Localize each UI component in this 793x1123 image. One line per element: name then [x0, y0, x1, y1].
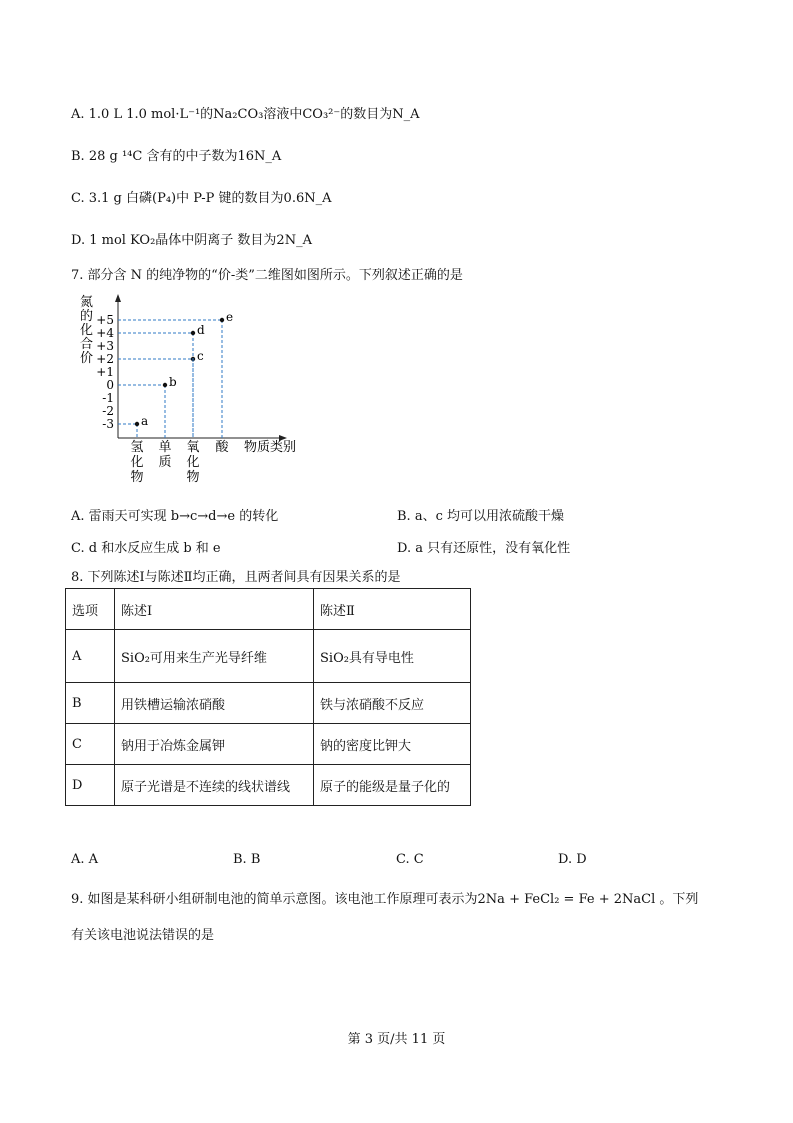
- data-point: [220, 318, 224, 322]
- table-cell: D: [66, 765, 115, 806]
- x-tick-label-char: 氢: [130, 440, 144, 455]
- table-row: [66, 630, 471, 683]
- option-7b: B. a、c 均可以用浓硫酸干燥: [397, 509, 564, 524]
- question-9-stem-line1: 9. 如图是某科研小组研制电池的简单示意图。该电池工作原理可表示为2Na + FeCl₂ = Fe + 2NaCl 。下列: [71, 892, 699, 907]
- option-7a: A. 雷雨天可实现 b→c→d→e 的转化: [71, 509, 279, 524]
- y-tick-label: 0: [106, 378, 114, 392]
- data-point-label: d: [197, 323, 205, 337]
- question-9-stem-line2: 有关该电池说法错误的是: [71, 928, 215, 943]
- statement-table: [65, 588, 471, 806]
- table-row: [66, 683, 471, 724]
- option-6a: A. 1.0 L 1.0 mol·L⁻¹的Na₂CO₃溶液中CO₃²⁻的数目为N_A: [71, 107, 420, 122]
- option-8c: C. C: [396, 852, 424, 867]
- option-8a: A. A: [71, 852, 99, 867]
- y-tick-label: +5: [96, 313, 114, 327]
- data-point-label: c: [197, 349, 204, 363]
- option-6d: D. 1 mol KO₂晶体中阴离子 数目为2N_A: [71, 233, 312, 248]
- question-7-stem: 7. 部分含 N 的纯净物的“价-类”二维图如图所示。下列叙述正确的是: [71, 268, 463, 283]
- table-header-cell: 陈述Ⅱ: [314, 589, 471, 630]
- table-cell: C: [66, 724, 115, 765]
- data-point-label: a: [141, 414, 149, 428]
- option-7d: D. a 只有还原性，没有氧化性: [397, 541, 571, 556]
- y-axis-label-char: 化: [80, 323, 94, 338]
- table-row: [66, 765, 471, 806]
- table-cell: 钠的密度比钾大: [314, 724, 471, 765]
- table-cell: 铁与浓硝酸不反应: [314, 683, 471, 724]
- option-8d: D. D: [558, 852, 587, 867]
- y-tick-label: +4: [96, 326, 114, 340]
- table-cell: 用铁槽运输浓硝酸: [115, 683, 314, 724]
- x-tick-label-char: 物: [130, 470, 144, 485]
- x-tick-label-char: 氧: [186, 440, 200, 455]
- y-tick-label: -2: [102, 404, 114, 418]
- y-axis-label-char: 价: [80, 351, 94, 366]
- table-cell: SiO₂可用来生产光导纤维: [115, 630, 314, 683]
- table-header-row: [66, 589, 471, 630]
- x-tick-label-char: 化: [130, 455, 144, 470]
- table-cell: SiO₂具有导电性: [314, 630, 471, 683]
- y-axis-label-char: 合: [80, 337, 94, 352]
- table-header-cell: 选项: [66, 589, 115, 630]
- question-8-stem: 8. 下列陈述Ⅰ与陈述Ⅱ均正确，且两者间具有因果关系的是: [71, 570, 401, 585]
- y-tick-label: +3: [96, 339, 114, 353]
- x-tick-label-char: 化: [186, 455, 200, 470]
- y-tick-label: -1: [102, 391, 114, 405]
- data-point-label: e: [226, 310, 234, 324]
- x-tick-label-char: 单: [158, 440, 172, 455]
- option-6c: C. 3.1 g 白磷(P₄)中 P-P 键的数目为0.6N_A: [71, 191, 332, 206]
- table-row: [66, 724, 471, 765]
- data-point-label: b: [169, 375, 177, 389]
- y-axis-label-char: 氮: [80, 295, 94, 310]
- data-point: [191, 331, 195, 335]
- table-cell: 原子光谱是不连续的线状谱线: [115, 765, 314, 806]
- table-cell: A: [66, 630, 115, 683]
- y-axis-arrow: [115, 294, 121, 302]
- option-6b: B. 28 g ¹⁴C 含有的中子数为16N_A: [71, 149, 282, 164]
- x-tick-label-char: 酸: [215, 440, 229, 455]
- y-tick-label: -3: [102, 417, 114, 431]
- table-header-cell: 陈述Ⅰ: [115, 589, 314, 630]
- option-8b: B. B: [233, 852, 261, 867]
- table-cell: B: [66, 683, 115, 724]
- data-point: [163, 383, 167, 387]
- table-cell: 钠用于冶炼金属钾: [115, 724, 314, 765]
- x-tick-label-char: 质: [158, 455, 172, 470]
- y-tick-label: +2: [96, 352, 114, 366]
- table-cell: 原子的能级是量子化的: [314, 765, 471, 806]
- x-tick-label-char: 物: [186, 470, 200, 485]
- data-point: [135, 422, 139, 426]
- y-tick-label: +1: [96, 365, 114, 379]
- x-axis-label: 物质类别: [244, 440, 297, 455]
- y-axis-label-char: 的: [80, 309, 94, 324]
- page-footer: 第 3 页/共 11 页: [347, 1032, 446, 1047]
- option-7c: C. d 和水反应生成 b 和 e: [71, 541, 221, 556]
- valence-class-chart: [68, 290, 328, 490]
